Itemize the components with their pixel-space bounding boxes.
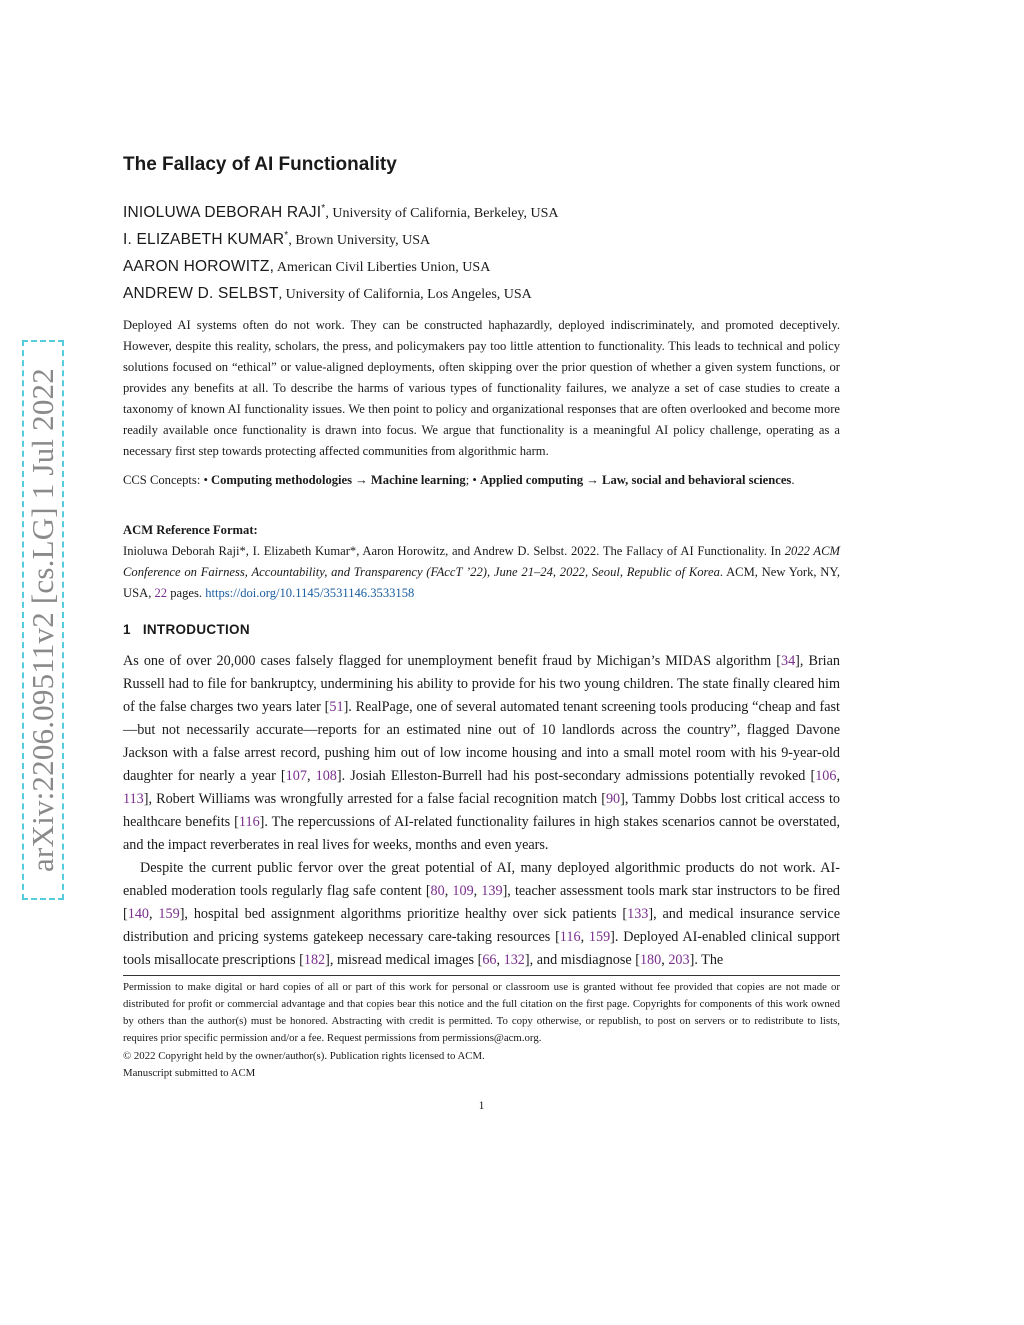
introduction-body <box>123 650 840 972</box>
paper-title: The Fallacy of AI Functionality <box>123 154 397 175</box>
section-heading <box>123 622 250 637</box>
author-entry <box>123 198 559 225</box>
author-name: INIOLUWA DEBORAH RAJI* <box>123 203 326 222</box>
equal-contribution-mark: * <box>284 230 289 241</box>
citation-link[interactable]: 159 <box>158 906 180 922</box>
citation-link[interactable]: 180 <box>639 952 662 968</box>
manuscript-notice: Manuscript submitted to ACM <box>123 1067 256 1079</box>
citation-link[interactable]: 106 <box>815 768 837 784</box>
ccs-concept: Computing methodologies → Machine learning <box>211 473 466 487</box>
copyright-footnote <box>123 979 840 1082</box>
author-entry <box>123 279 559 306</box>
abstract: Deployed AI systems often do not work. They can be constructed haphazardly, deployed indiscriminately, and promoted deceptively. However, despite this reality, scholars, the press, and policymakers pay too little attention to functionality. This leads to technical and policy solutions focused on “ethical” or value-aligned deployments, often skipping over the prior question of whether a given system functions, or provides any benefits at all. To describe the harms of various types of functionality failures, we analyze a set of case studies to create a taxonomy of known AI functionality issues. We then point to policy and organizational responses that are often overlooked and become more readily available once functionality is drawn into focus. We argue that functionality is a meaningful AI policy challenge, operating as a necessary first step towards protecting affected communities from algorithmic harm. <box>123 318 840 458</box>
citation-link[interactable]: 109 <box>452 883 474 899</box>
ccs-concept: Applied computing → Law, social and behavioral sciences <box>479 473 792 487</box>
citation-link[interactable]: 80 <box>430 883 445 899</box>
doi-link[interactable]: https://doi.org/10.1145/3531146.3533158 <box>205 586 415 600</box>
citation-link[interactable]: 51 <box>329 699 344 715</box>
permission-notice: Permission to make digital or hard copies of all or part of this work for personal or classroom use is granted without fee provided that copies are not made or distributed for profit or commercial advantage and that copies bear this notice and the full citation on the first page. Copyrights for components of this work owned by others than the author(s) must be honored. Abstracting with credit is permitted. To copy otherwise, or republish, to post on servers or to redistribute to lists, requires prior specific permission and/or a fee. Request permissions from permissions@acm.org. <box>123 981 840 1044</box>
author-name: ANDREW D. SELBST <box>123 285 279 303</box>
citation-link[interactable]: 116 <box>238 814 260 830</box>
citation-link[interactable]: 66 <box>482 952 497 968</box>
citation-link[interactable]: 108 <box>315 768 337 784</box>
author-name: I. ELIZABETH KUMAR* <box>123 230 289 249</box>
citation-link[interactable]: 203 <box>668 952 690 968</box>
page-number: 1 <box>478 1100 485 1112</box>
citation-link[interactable]: 90 <box>605 791 621 807</box>
author-affiliation: , University of California, Berkeley, USA <box>325 206 559 222</box>
conference-venue: 2022 ACM Conference on Fairness, Accountability, and Transparency (FAccT ’22), June 21–24, 2022, Seoul, Republic of Korea <box>123 544 840 579</box>
citation-link[interactable]: 182 <box>303 952 326 968</box>
section-number: 1 <box>123 622 131 637</box>
citation-link[interactable]: 116 <box>559 929 581 945</box>
citation-link[interactable]: 159 <box>588 929 611 945</box>
citation-link[interactable]: 139 <box>481 883 503 899</box>
reference-format-heading: ACM Reference Format: <box>123 523 258 537</box>
author-affiliation: , Brown University, USA <box>288 233 431 249</box>
author-name: AARON HOROWITZ, <box>123 258 275 276</box>
equal-contribution-mark: * <box>321 203 326 214</box>
citation-link[interactable]: 133 <box>627 906 649 922</box>
copyright-notice: © 2022 Copyright held by the owner/author(s). Publication rights licensed to ACM. <box>123 1050 485 1062</box>
author-entry <box>123 252 559 279</box>
citation-link[interactable]: 113 <box>123 791 144 807</box>
citation-link[interactable]: 132 <box>503 952 525 968</box>
footnote-divider <box>123 975 840 976</box>
author-affiliation: American Civil Liberties Union, USA <box>274 260 491 276</box>
citation-link[interactable]: 34 <box>780 653 796 669</box>
section-title: INTRODUCTION <box>142 622 250 637</box>
paragraph: Despite the current public fervor over the great potential of AI, many deployed algorithmic products do not work. AI-enabled moderation tools regularly flag safe content [80, 109, 139], teacher assessment tools mark star instructors to be fired [140, 159], hospital bed assignment algorithms prioritize healthy over sick patients [133], and medical insurance service distribution and pricing systems gatekeep necessary care-taking resources [116, 159]. Deployed AI-enabled clinical support tools misallocate prescriptions [182], misread medical images [66, 132], and misdiagnose [180, 203]. The <box>123 860 840 968</box>
arxiv-stamp-text: arXiv:2206.09511v2 [cs.LG] 1 Jul 2022 <box>25 368 60 872</box>
ccs-concepts: CCS Concepts: • Computing methodologies → Machine learning; • Applied computing → Law, social and behavioral sciences. <box>123 473 795 487</box>
citation-link[interactable]: 140 <box>127 906 150 922</box>
arxiv-stamp <box>22 340 64 900</box>
author-entry <box>123 225 559 252</box>
page-count-link[interactable]: 22 <box>154 586 168 600</box>
author-list <box>123 198 559 306</box>
reference-format-text: Inioluwa Deborah Raji*, I. Elizabeth Kumar*, Aaron Horowitz, and Andrew D. Selbst. 2022. The Fallacy of AI Functionality. In 2022 ACM Conference on Fairness, Accountability, and Transparency (FAccT ’22), June 21–24, 2022, Seoul, Republic of Korea. ACM, New York, NY, USA, 22 pages. https://doi.org/10.1145/3531146.3533158 <box>123 544 840 600</box>
author-affiliation: , University of California, Los Angeles, USA <box>278 287 532 303</box>
citation-link[interactable]: 107 <box>285 768 307 784</box>
paragraph: As one of over 20,000 cases falsely flagged for unemployment benefit fraud by Michigan’s MIDAS algorithm [34], Brian Russell had to file for bankruptcy, undermining his ability to provide for his two young children. The state finally cleared him of the false charges two years later [51]. RealPage, one of several automated tenant screening tools producing “cheap and fast—but not necessarily accurate—reports for an estimated nine out of 10 landlords across the country”, flagged Davone Jackson with a false arrest record, pushing him out of low income housing and into a small motel room with his 9-year-old daughter for nearly a year [107, 108]. Josiah Elleston-Burrell had his post-secondary admissions potentially revoked [106, 113], Robert Williams was wrongfully arrested for a false facial recognition match [90], Tammy Dobbs lost critical access to healthcare benefits [116]. The repercussions of AI-related functionality failures in high stakes scenarios cannot be overstated, and the impact reverberates in real lives for weeks, months and even years. <box>123 653 841 853</box>
